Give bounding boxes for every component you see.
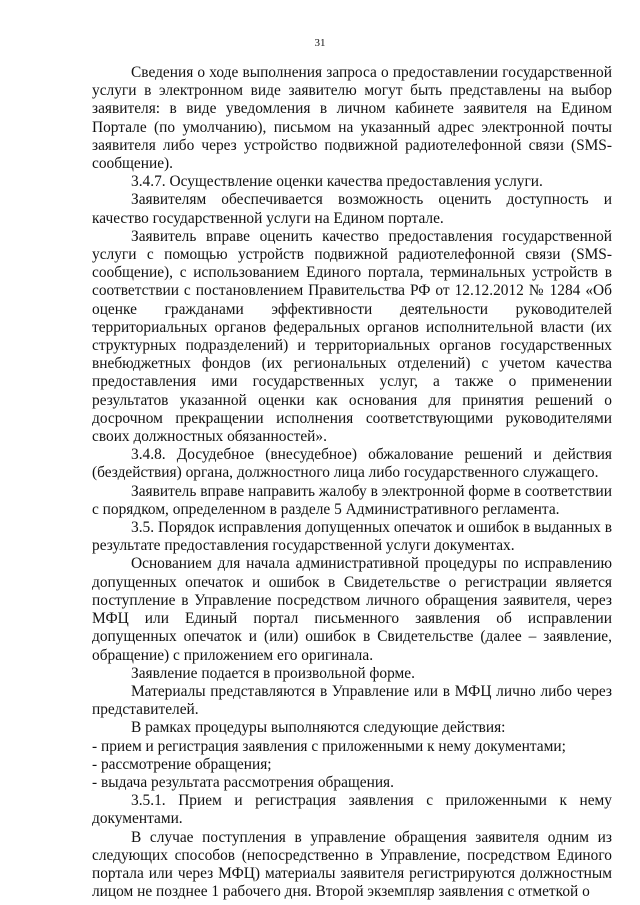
list-item: - рассмотрение обращения; [92, 755, 272, 773]
paragraph: Заявителям обеспечивается возможность оценить доступность и качество государственной услуги на Едином портале. [92, 191, 612, 227]
section-heading: 3.5. Порядок исправления допущенных опечаток и ошибок в выданных в результате предоставления государственной услуги документах. [92, 519, 612, 555]
paragraph: В рамках процедуры выполняются следующие действия: [131, 719, 506, 737]
paragraph: Сведения о ходе выполнения запроса о предоставлении государственной услуги в электронном виде заявителю могут быть представлены на выбор заявителя: в виде уведомления в личном кабинете заявителя на Едином Портале (по умолчанию), письмом на указанный адрес электронной почты заявителя либо через устройство подвижной радиотелефонной связи (SMS-сообщение). [92, 64, 612, 173]
paragraph: Заявитель вправе направить жалобу в электронной форме в соответствии с порядком, определенном в разделе 5 Административного регламента. [92, 482, 613, 518]
section-heading: 3.5.1. Прием и регистрация заявления с приложенными к нему документами. [92, 792, 612, 828]
section-heading: 3.4.8. Досудебное (внесудебное) обжалование решений и действия (бездействия) органа, должностного лица либо государственного служащего. [92, 446, 612, 482]
paragraph: Основанием для начала административной процедуры по исправлению допущенных опечаток и ошибок в Свидетельстве о регистрации является поступление в Управление посредством личного обращения заявителя, через МФЦ или Единый портал письменного заявления об исправлении допущенных опечаток и (или) ошибок в Свидетельстве (далее – заявление, обращение) с приложением его оригинала. [92, 555, 612, 664]
section-heading: 3.4.7. Осуществление оценки качества предоставления услуги. [131, 173, 543, 191]
paragraph: Заявитель вправе оценить качество предоставления государственной услуги с помощью устройств подвижной радиотелефонной связи (SMS-сообщение), с использованием Единого портала, терминальных устройств в соответствии с постановлением Правительства РФ от 12.12.2012 № 1284 «Об оценке гражданами эффективности деятельности руководителей территориальных органов федеральных органов исполнительной власти (их структурных подразделений) и территориальных органов государственных внебюджетных фондов (их региональных отделений) с учетом качества предоставления ими государственных услуг, а также о применении результатов указанной оценки как основания для принятия решений о досрочном прекращении исполнения соответствующими руководителями своих должностных обязанностей». [92, 227, 612, 446]
paragraph: Заявление подается в произвольной форме. [131, 664, 415, 682]
page-number: 31 [314, 37, 326, 49]
paragraph: Материалы представляются в Управление или в МФЦ лично либо через представителей. [92, 682, 612, 719]
list-item: - выдача результата рассмотрения обращения. [92, 773, 394, 791]
document-body [92, 64, 612, 901]
paragraph: В случае поступления в управление обращения заявителя одним из следующих способов (непосредственно в Управление, посредством Единого портала или через МФЦ) материалы заявителя регистрируются должностным лицом не позднее 1 рабочего дня. Второй экземпляр заявления с отметкой о [92, 828, 612, 901]
list-item: - прием и регистрация заявления с приложенными к нему документами; [92, 737, 566, 755]
